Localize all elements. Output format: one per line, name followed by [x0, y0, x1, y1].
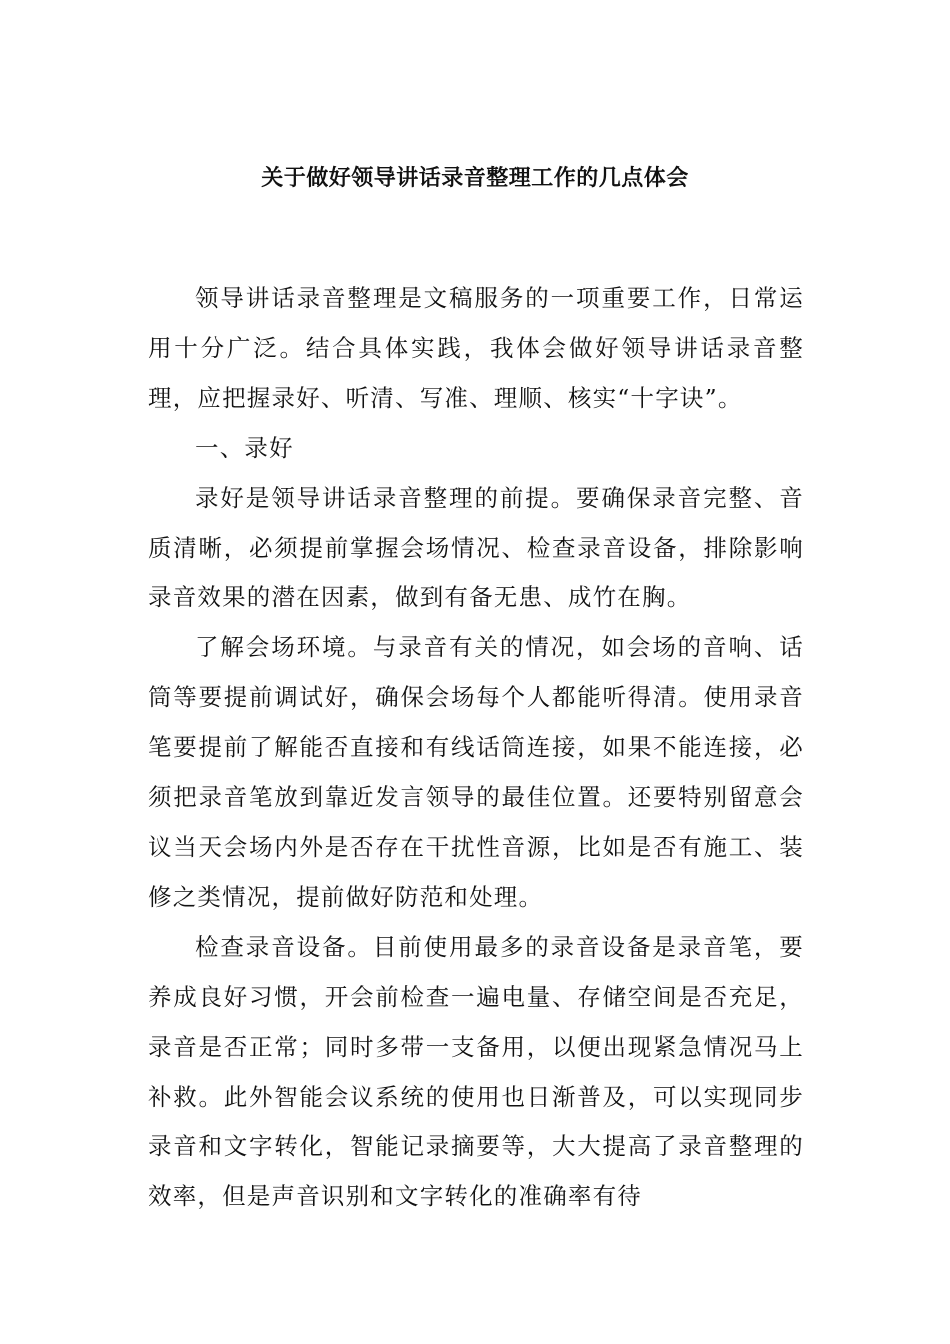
section-heading-1: 一、录好 — [195, 433, 294, 462]
document-body — [148, 274, 804, 1222]
paragraph-venue-environment: 了解会场环境。与录音有关的情况，如会场的音响、话筒等要提前调试好，确保会场每个人都能听得清。使用录音笔要提前了解能否直接和有线话筒连接，如果不能连接，必须把录音笔放到靠近发言领导的最佳位置。还要特别留意会议当天会场内外是否存在干扰性音源，比如是否有施工、装修之类情况，提前做好防范和处理。 — [148, 633, 804, 911]
paragraph-section-1-intro: 录好是领导讲话录音整理的前提。要确保录音完整、音质清晰，必须提前掌握会场情况、检查录音设备，排除影响录音效果的潜在因素，做到有备无患、成竹在胸。 — [148, 483, 804, 612]
paragraph-intro: 领导讲话录音整理是文稿服务的一项重要工作，日常运用十分广泛。结合具体实践，我体会做好领导讲话录音整理，应把握录好、听清、写准、理顺、核实“十字诀”。 — [148, 284, 804, 412]
document-title: 关于做好领导讲话录音整理工作的几点体会 — [261, 165, 689, 191]
paragraph-recording-equipment: 检查录音设备。目前使用最多的录音设备是录音笔，要养成良好习惯，开会前检查一遍电量、存储空间是否充足，录音是否正常；同时多带一支备用，以便出现紧急情况马上补救。此外智能会议系统的使用也日渐普及，可以实现同步录音和文字转化，智能记录摘要等，大大提高了录音整理的效率，但是声音识别和文字转化的准确率有待 — [148, 932, 804, 1211]
